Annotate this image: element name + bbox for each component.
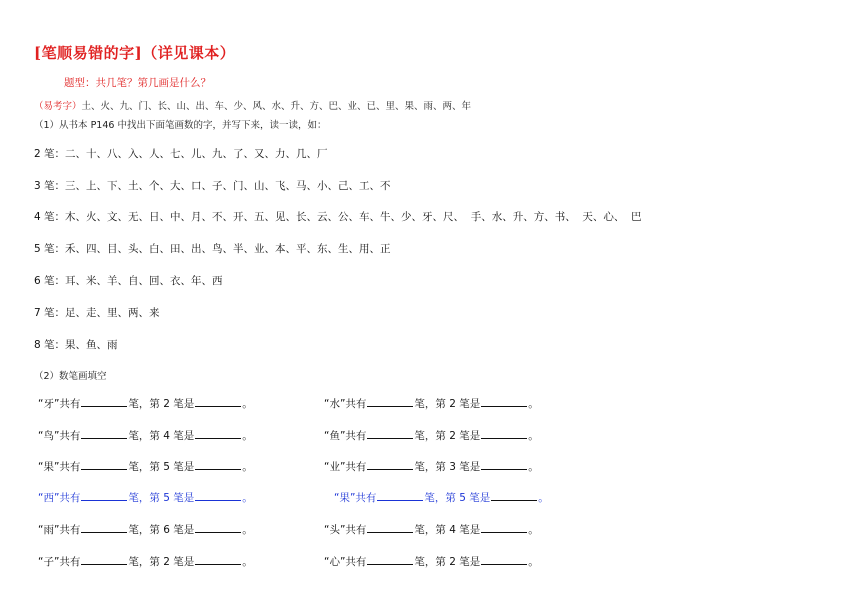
question-end: 。 (242, 398, 253, 410)
question-end: 。 (528, 430, 539, 442)
question-prefix: “水”共有 (324, 398, 367, 410)
stroke-row-chars: 三、上、下、土、个、大、口、子、门、山、飞、马、小、己、工、不 (65, 180, 391, 192)
page-heading: [笔顺易错的字]（详见课本） (34, 44, 236, 62)
question-end: 。 (242, 430, 253, 442)
answer-blank[interactable] (481, 396, 527, 407)
question-middle: 笔，第 3 笔是 (414, 461, 481, 473)
answer-blank[interactable] (491, 490, 537, 501)
fill-question (324, 396, 539, 411)
question-middle: 笔，第 5 笔是 (424, 492, 491, 504)
question-middle: 笔，第 2 笔是 (128, 398, 195, 410)
answer-blank[interactable] (81, 522, 127, 533)
stroke-row-chars: 禾、四、目、头、白、田、出、鸟、半、业、本、平、东、生、用、正 (65, 243, 391, 255)
answer-blank[interactable] (367, 554, 413, 565)
stroke-row-chars: 木、火、文、无、日、中、月、不、开、五、见、长、云、公、车、牛、少、牙、尺、 手、水、升、方、书、 天、心、 巴 (65, 211, 642, 223)
stroke-row-label: 4 笔： (34, 211, 66, 223)
answer-blank[interactable] (81, 428, 127, 439)
stroke-row-2 (34, 146, 328, 161)
question-middle: 笔，第 2 笔是 (414, 430, 481, 442)
question-middle: 笔，第 5 笔是 (128, 492, 195, 504)
question-end: 。 (528, 524, 539, 536)
question-end: 。 (242, 556, 253, 568)
section2-title: （2）数笔画填空 (34, 371, 107, 382)
answer-blank[interactable] (481, 554, 527, 565)
answer-blank[interactable] (367, 459, 413, 470)
question-prefix: “牙”共有 (38, 398, 81, 410)
answer-blank[interactable] (195, 554, 241, 565)
question-end: 。 (528, 556, 539, 568)
answer-blank[interactable] (81, 396, 127, 407)
stroke-row-chars: 果、鱼、雨 (65, 339, 118, 351)
question-middle: 笔，第 2 笔是 (128, 556, 195, 568)
answer-blank[interactable] (195, 428, 241, 439)
stroke-row-label: 7 笔： (34, 307, 66, 319)
question-middle: 笔，第 4 笔是 (414, 524, 481, 536)
question-end: 。 (242, 492, 253, 504)
question-prefix: “果”共有 (334, 492, 377, 504)
question-end: 。 (242, 461, 253, 473)
question-middle: 笔，第 2 笔是 (414, 556, 481, 568)
stroke-row-3 (34, 178, 391, 193)
question-prefix: “西”共有 (38, 492, 81, 504)
fill-question (38, 459, 253, 474)
fill-question (38, 396, 253, 411)
stroke-row-5 (34, 241, 391, 256)
stroke-row-label: 3 笔： (34, 180, 66, 192)
fill-question (324, 428, 539, 443)
stroke-row-chars: 二、十、八、入、人、七、儿、九、了、又、力、几、厂 (65, 148, 328, 160)
fill-question (38, 428, 253, 443)
answer-blank[interactable] (195, 490, 241, 501)
fill-question (38, 522, 253, 537)
stroke-row-chars: 足、走、里、两、来 (65, 307, 160, 319)
answer-blank[interactable] (195, 522, 241, 533)
answer-blank[interactable] (81, 554, 127, 565)
question-type-subheading: 题型：共几笔？第几画是什么？ (64, 77, 211, 89)
stroke-row-6 (34, 273, 223, 288)
instruction-line: （1）从书本 P146 中找出下面笔画数的字，并写下来，读一读，如： (34, 120, 327, 131)
question-end: 。 (242, 524, 253, 536)
answer-blank[interactable] (81, 459, 127, 470)
answer-blank[interactable] (377, 490, 423, 501)
stroke-row-label: 8 笔： (34, 339, 66, 351)
stroke-row-4 (34, 209, 642, 224)
answer-blank[interactable] (195, 396, 241, 407)
answer-blank[interactable] (481, 522, 527, 533)
stroke-row-label: 2 笔： (34, 148, 66, 160)
stroke-row-label: 6 笔： (34, 275, 66, 287)
easy-test-tag: （易考字） (34, 101, 82, 112)
answer-blank[interactable] (481, 428, 527, 439)
question-prefix: “头”共有 (324, 524, 367, 536)
question-prefix: “雨”共有 (38, 524, 81, 536)
fill-question (38, 554, 253, 569)
question-middle: 笔，第 5 笔是 (128, 461, 195, 473)
answer-blank[interactable] (81, 490, 127, 501)
question-middle: 笔，第 4 笔是 (128, 430, 195, 442)
stroke-row-chars: 耳、米、羊、自、回、衣、年、西 (65, 275, 223, 287)
fill-question (324, 522, 539, 537)
fill-question (324, 459, 539, 474)
question-prefix: “心”共有 (324, 556, 367, 568)
question-end: 。 (538, 492, 549, 504)
fill-question-highlighted (334, 490, 549, 505)
question-end: 。 (528, 398, 539, 410)
question-middle: 笔，第 6 笔是 (128, 524, 195, 536)
question-prefix: “子”共有 (38, 556, 81, 568)
easy-test-chars-line (34, 98, 471, 112)
question-prefix: “鸟”共有 (38, 430, 81, 442)
question-middle: 笔，第 2 笔是 (414, 398, 481, 410)
answer-blank[interactable] (367, 396, 413, 407)
answer-blank[interactable] (481, 459, 527, 470)
answer-blank[interactable] (367, 522, 413, 533)
stroke-row-8 (34, 337, 118, 352)
stroke-row-7 (34, 305, 160, 320)
fill-question (324, 554, 539, 569)
easy-test-chars: 土、火、九、门、长、山、出、车、少、风、水、升、方、巴、业、已、里、果、雨、两、年 (81, 101, 472, 112)
answer-blank[interactable] (367, 428, 413, 439)
question-prefix: “果”共有 (38, 461, 81, 473)
question-prefix: “鱼”共有 (324, 430, 367, 442)
stroke-row-label: 5 笔： (34, 243, 66, 255)
question-end: 。 (528, 461, 539, 473)
question-prefix: “业”共有 (324, 461, 367, 473)
fill-question-highlighted (38, 490, 253, 505)
answer-blank[interactable] (195, 459, 241, 470)
